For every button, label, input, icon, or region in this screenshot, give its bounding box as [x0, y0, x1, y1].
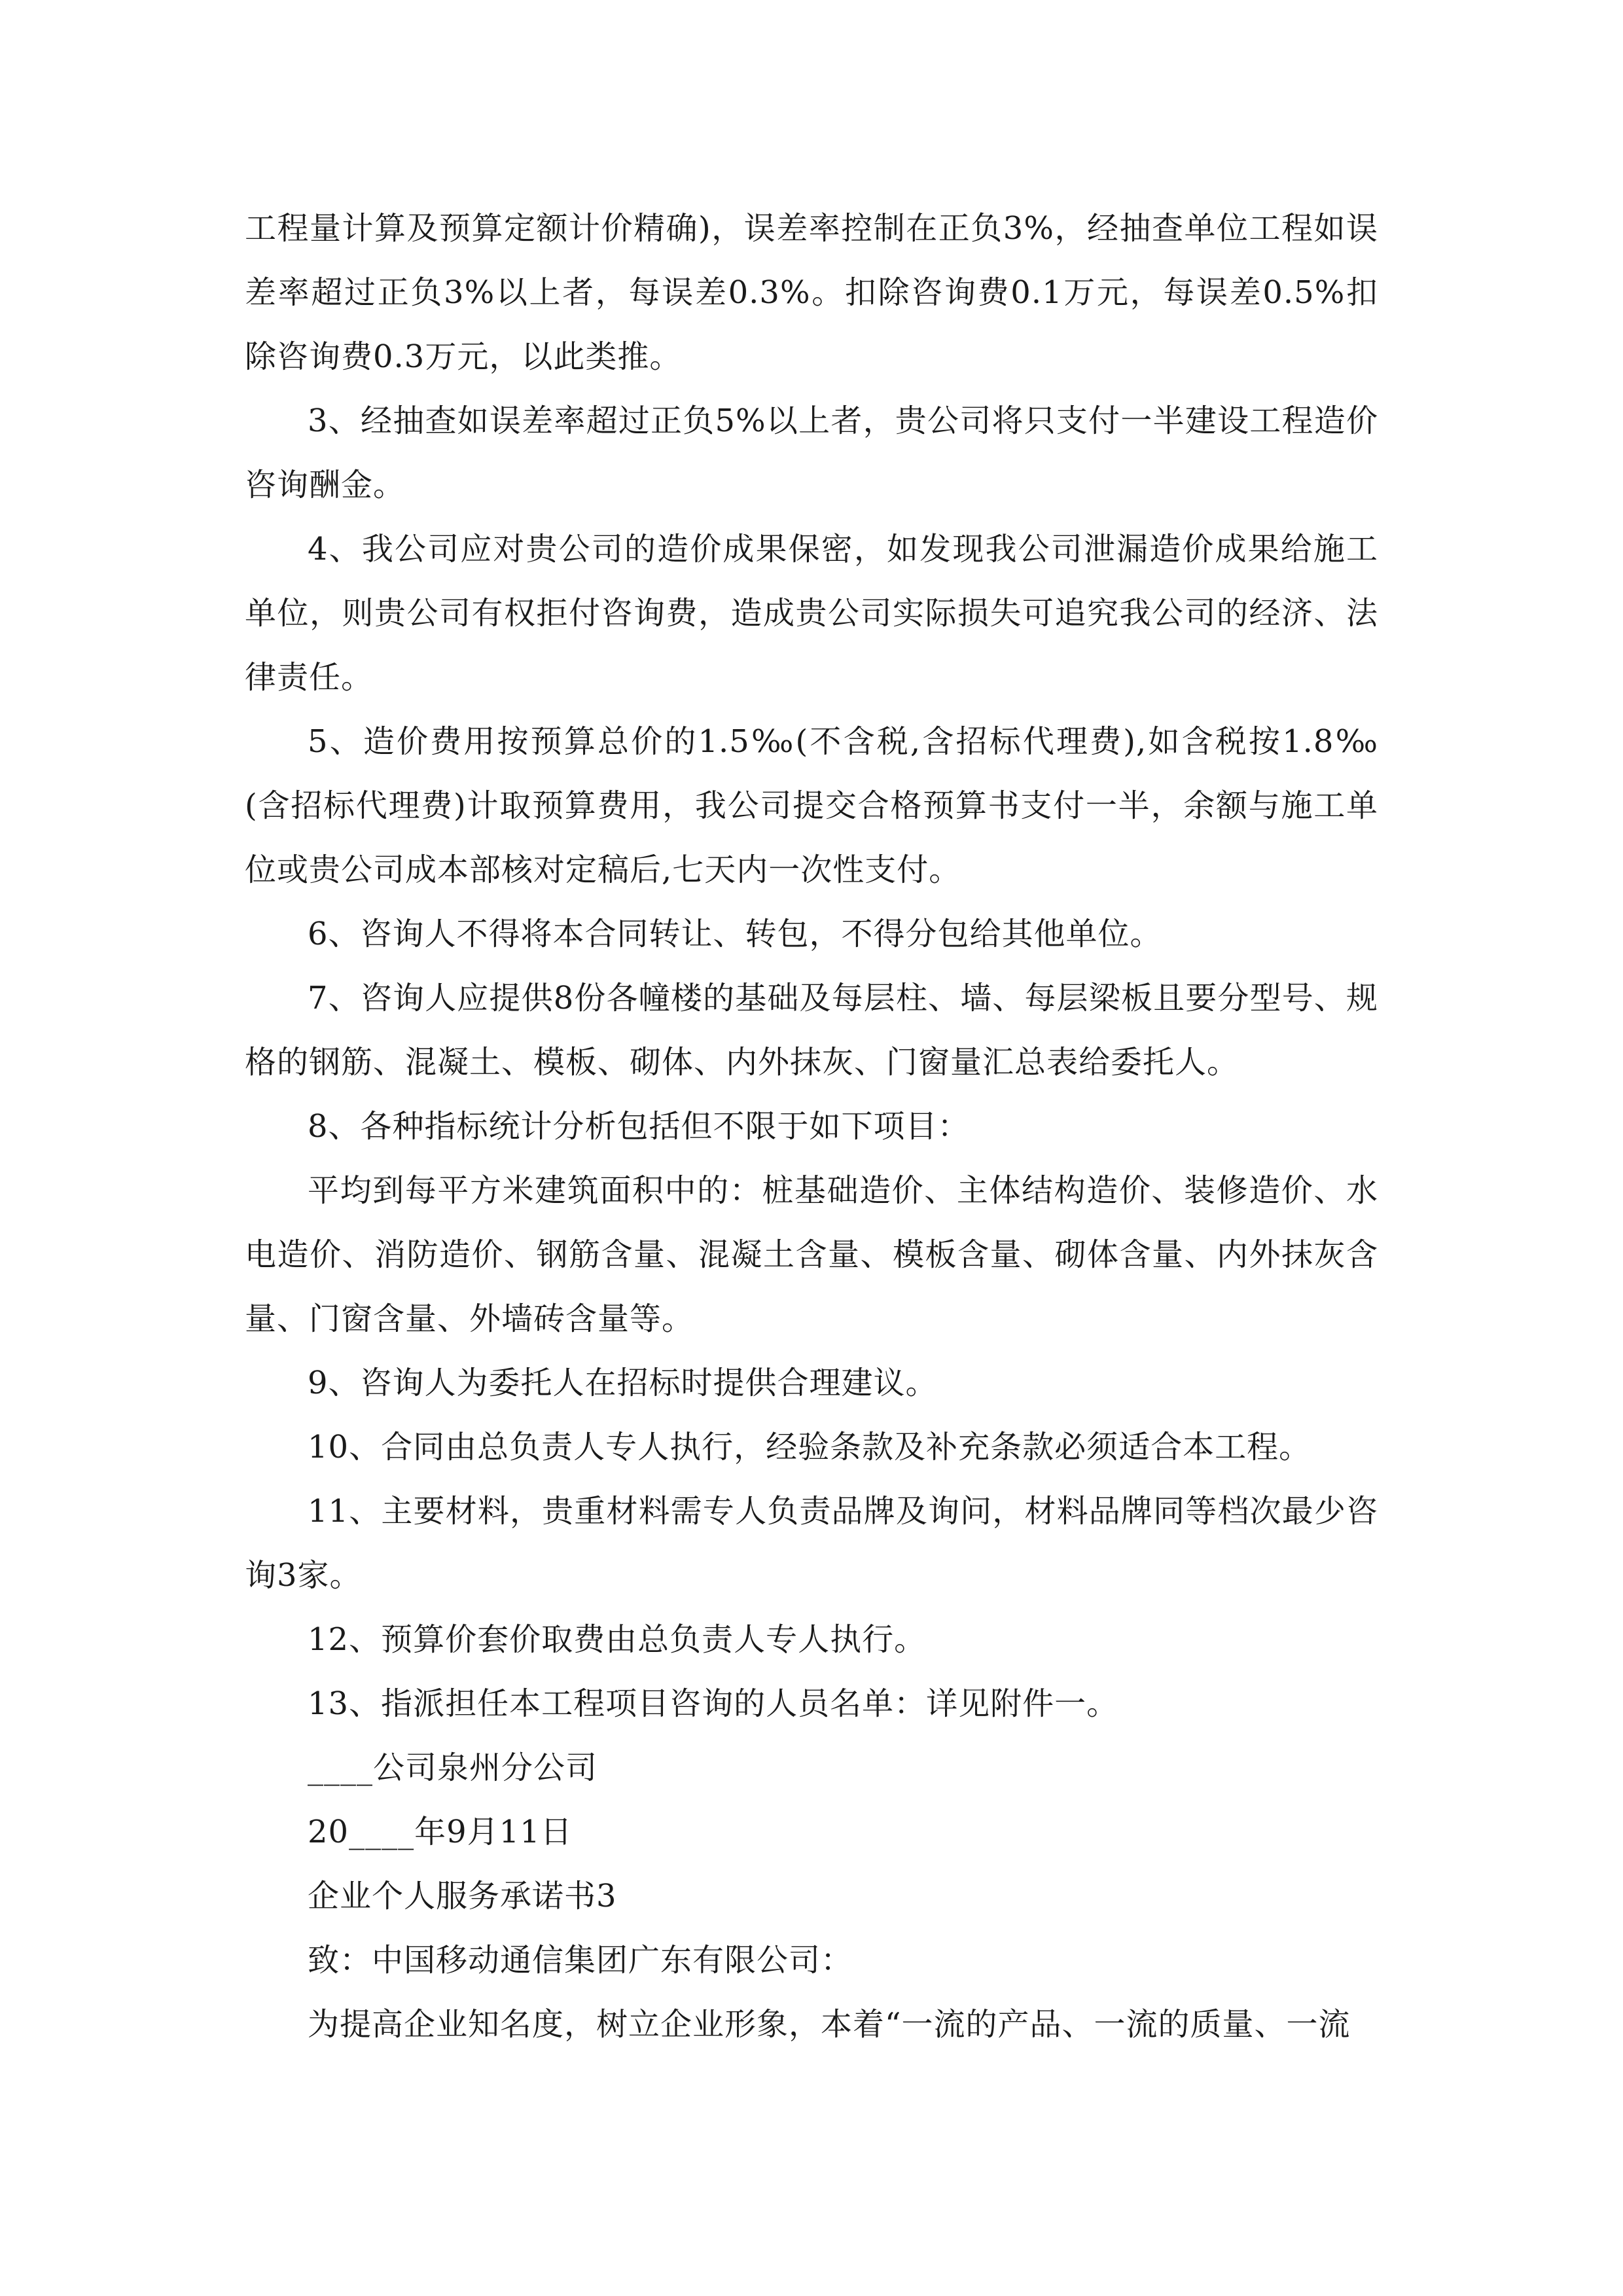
paragraph-clause-6: 6、咨询人不得将本合同转让、转包，不得分包给其他单位。 — [308, 916, 1162, 952]
section-title: 企业个人服务承诺书3 — [308, 1878, 617, 1914]
signature-date: 20____年9月11日 — [308, 1814, 573, 1850]
paragraph-intro: 为提高企业知名度，树立企业形象，本着“一流的产品、一流的质量、一流 — [308, 2006, 1351, 2043]
signature-company: ____公司泉州分公司 — [308, 1749, 598, 1786]
paragraph-clause-10: 10、合同由总负责人专人执行，经验条款及补充条款必须适合本工程。 — [308, 1429, 1311, 1465]
paragraph-clause-11: 11、主要材料，贵重材料需专人负责品牌及询问，材料品牌同等档次最少咨询3家。 — [245, 1493, 1378, 1594]
document-body — [245, 196, 1378, 2056]
paragraph-clause-3: 3、经抽查如误差率超过正负5%以上者，贵公司将只支付一半建设工程造价咨询酬金。 — [245, 403, 1378, 503]
paragraph-clause-13: 13、指派担任本工程项目咨询的人员名单：详见附件一。 — [308, 1685, 1119, 1722]
paragraph-clause-9: 9、咨询人为委托人在招标时提供合理建议。 — [308, 1365, 938, 1401]
paragraph-clause-5: 5、造价费用按预算总价的1.5‰(不含税,含招标代理费),如含税按1.8‰(含招标代理费)计取预算费用，我公司提交合格预算书支付一半，余额与施工单位或贵公司成本部核对定稿后,七天内一次性支付。 — [245, 723, 1378, 888]
paragraph-clause-7: 7、咨询人应提供8份各幢楼的基础及每层柱、墙、每层梁板且要分型号、规格的钢筋、混凝土、模板、砌体、内外抹灰、门窗量汇总表给委托人。 — [245, 980, 1378, 1081]
paragraph-clause-8-detail: 平均到每平方米建筑面积中的：桩基础造价、主体结构造价、装修造价、水电造价、消防造价、钢筋含量、混凝土含量、模板含量、砌体含量、内外抹灰含量、门窗含量、外墙砖含量等。 — [245, 1172, 1378, 1337]
paragraph-clause-12: 12、预算价套价取费由总负责人专人执行。 — [308, 1621, 927, 1658]
paragraph-continuation: 工程量计算及预算定额计价精确)，误差率控制在正负3%，经抽查单位工程如误差率超过正负3%以上者，每误差0.3%。扣除咨询费0.1万元，每误差0.5%扣除咨询费0.3万元，以此类推。 — [245, 210, 1378, 375]
addressee-line: 致：中国移动通信集团广东有限公司： — [308, 1942, 853, 1979]
paragraph-clause-8: 8、各种指标统计分析包括但不限于如下项目： — [308, 1108, 970, 1145]
paragraph-clause-4: 4、我公司应对贵公司的造价成果保密，如发现我公司泄漏造价成果给施工单位，则贵公司有权拒付咨询费，造成贵公司实际损失可追究我公司的经济、法律责任。 — [245, 531, 1378, 696]
